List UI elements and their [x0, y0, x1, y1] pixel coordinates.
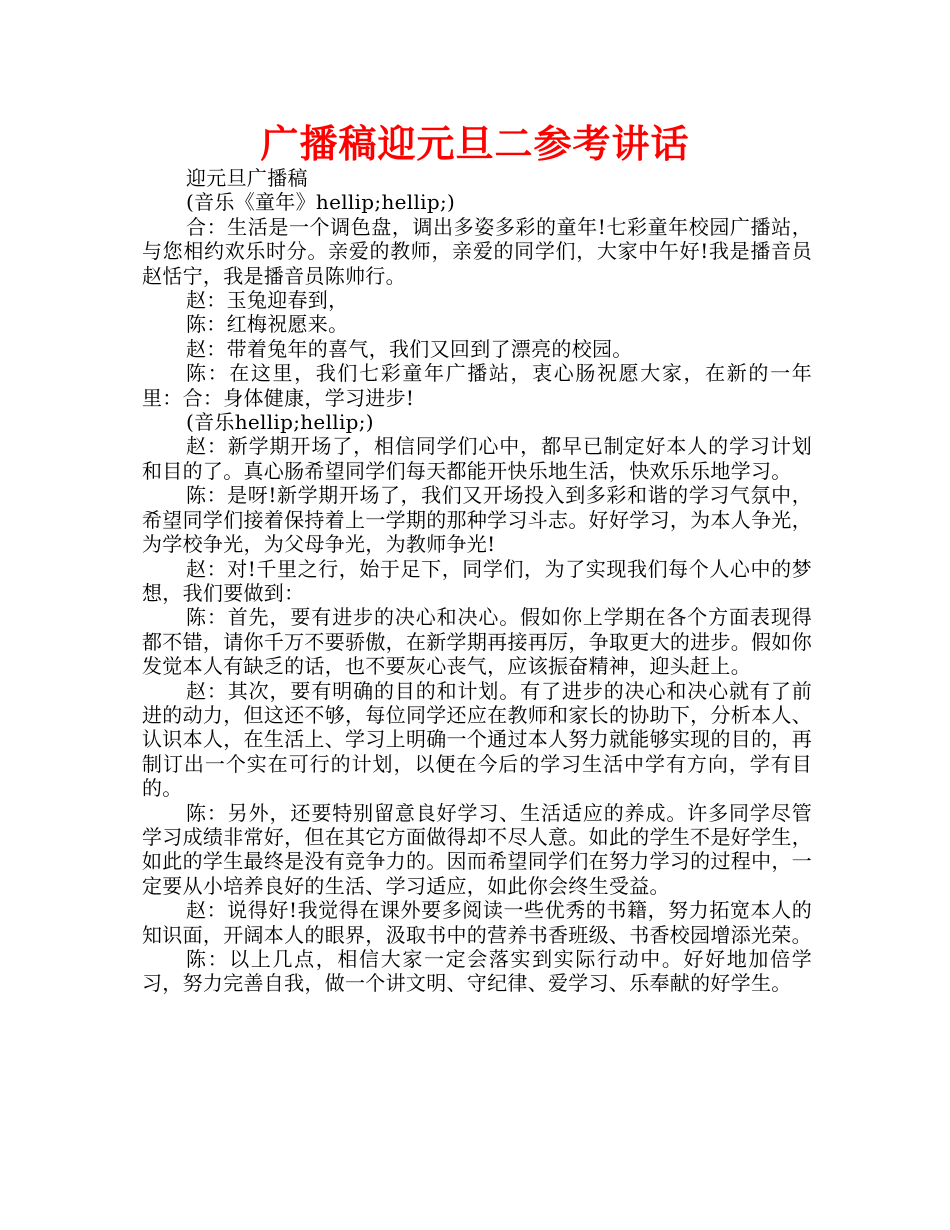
paragraph: 陈：是呀!新学期开场了，我们又开场投入到多彩和谐的学习气氛中，希望同学们接着保持着上一学期的那种学习斗志。好好学习，为本人争光，为学校争光，为父母争光，为教师争光! [142, 483, 812, 557]
paragraph: 陈：红梅祝愿来。 [186, 312, 349, 337]
paragraph: (音乐《童年》hellip;hellip;) [186, 190, 456, 215]
paragraph: 陈：另外，还要特别留意良好学习、生活适应的养成。许多同学尽管学习成绩非常好，但在其它方面做得却不尽人意。如此的学生不是好学生，如此的学生最终是没有竞争力的。因而希望同学们在努力学习的过程中，一定要从小培养良好的生活、学习适应，如此你会终生受益。 [142, 800, 812, 898]
document-title: 广播稿迎元旦二参考讲话 [260, 121, 690, 166]
paragraph: 赵：说得好!我觉得在课外要多阅读一些优秀的书籍，努力拓宽本人的知识面，开阔本人的眼界，汲取书中的营养书香班级、书香校园增添光荣。 [142, 898, 812, 947]
paragraph: 陈：首先，要有进步的决心和决心。假如你上学期在各个方面表现得都不错，请你千万不要骄傲，在新学期再接再厉，争取更大的进步。假如你发觉本人有缺乏的话，也不要灰心丧气，应该振奋精神，迎头赶上。 [142, 605, 812, 679]
paragraph: 赵：玉兔迎春到， [186, 288, 349, 313]
paragraph: 迎元旦广播稿 [186, 166, 308, 190]
paragraph: 陈：在这里，我们七彩童年广播站，衷心肠祝愿大家，在新的一年里：合：身体健康，学习进步! [142, 361, 812, 410]
paragraph: 赵：带着兔年的喜气，我们又回到了漂亮的校园。 [186, 336, 633, 361]
paragraph: 合：生活是一个调色盘，调出多姿多彩的童年!七彩童年校园广播站，与您相约欢乐时分。亲爱的教师，亲爱的同学们，大家中午好!我是播音员赵恬宁，我是播音员陈帅行。 [142, 214, 812, 288]
paragraph: 赵：对!千里之行，始于足下，同学们，为了实现我们每个人心中的梦想，我们要做到： [142, 556, 812, 605]
paragraph: 陈：以上几点，相信大家一定会落实到实际行动中。好好地加倍学习，努力完善自我，做一个讲文明、守纪律、爱学习、乐奉献的好学生。 [142, 947, 812, 996]
paragraph: 赵：新学期开场了，相信同学们心中，都早已制定好本人的学习计划和目的了。真心肠希望同学们每天都能开快乐地生活，快欢乐乐地学习。 [142, 434, 812, 483]
paragraph: 赵：其次，要有明确的目的和计划。有了进步的决心和决心就有了前进的动力，但这还不够，每位同学还应在教师和家长的协助下，分析本人、认识本人，在生活上、学习上明确一个通过本人努力就能够实现的目的，再制订出一个实在可行的计划，以便在今后的学习生活中学有方向，学有目的。 [142, 678, 812, 801]
paragraph: (音乐hellip;hellip;) [186, 410, 374, 435]
document-body [142, 166, 812, 996]
